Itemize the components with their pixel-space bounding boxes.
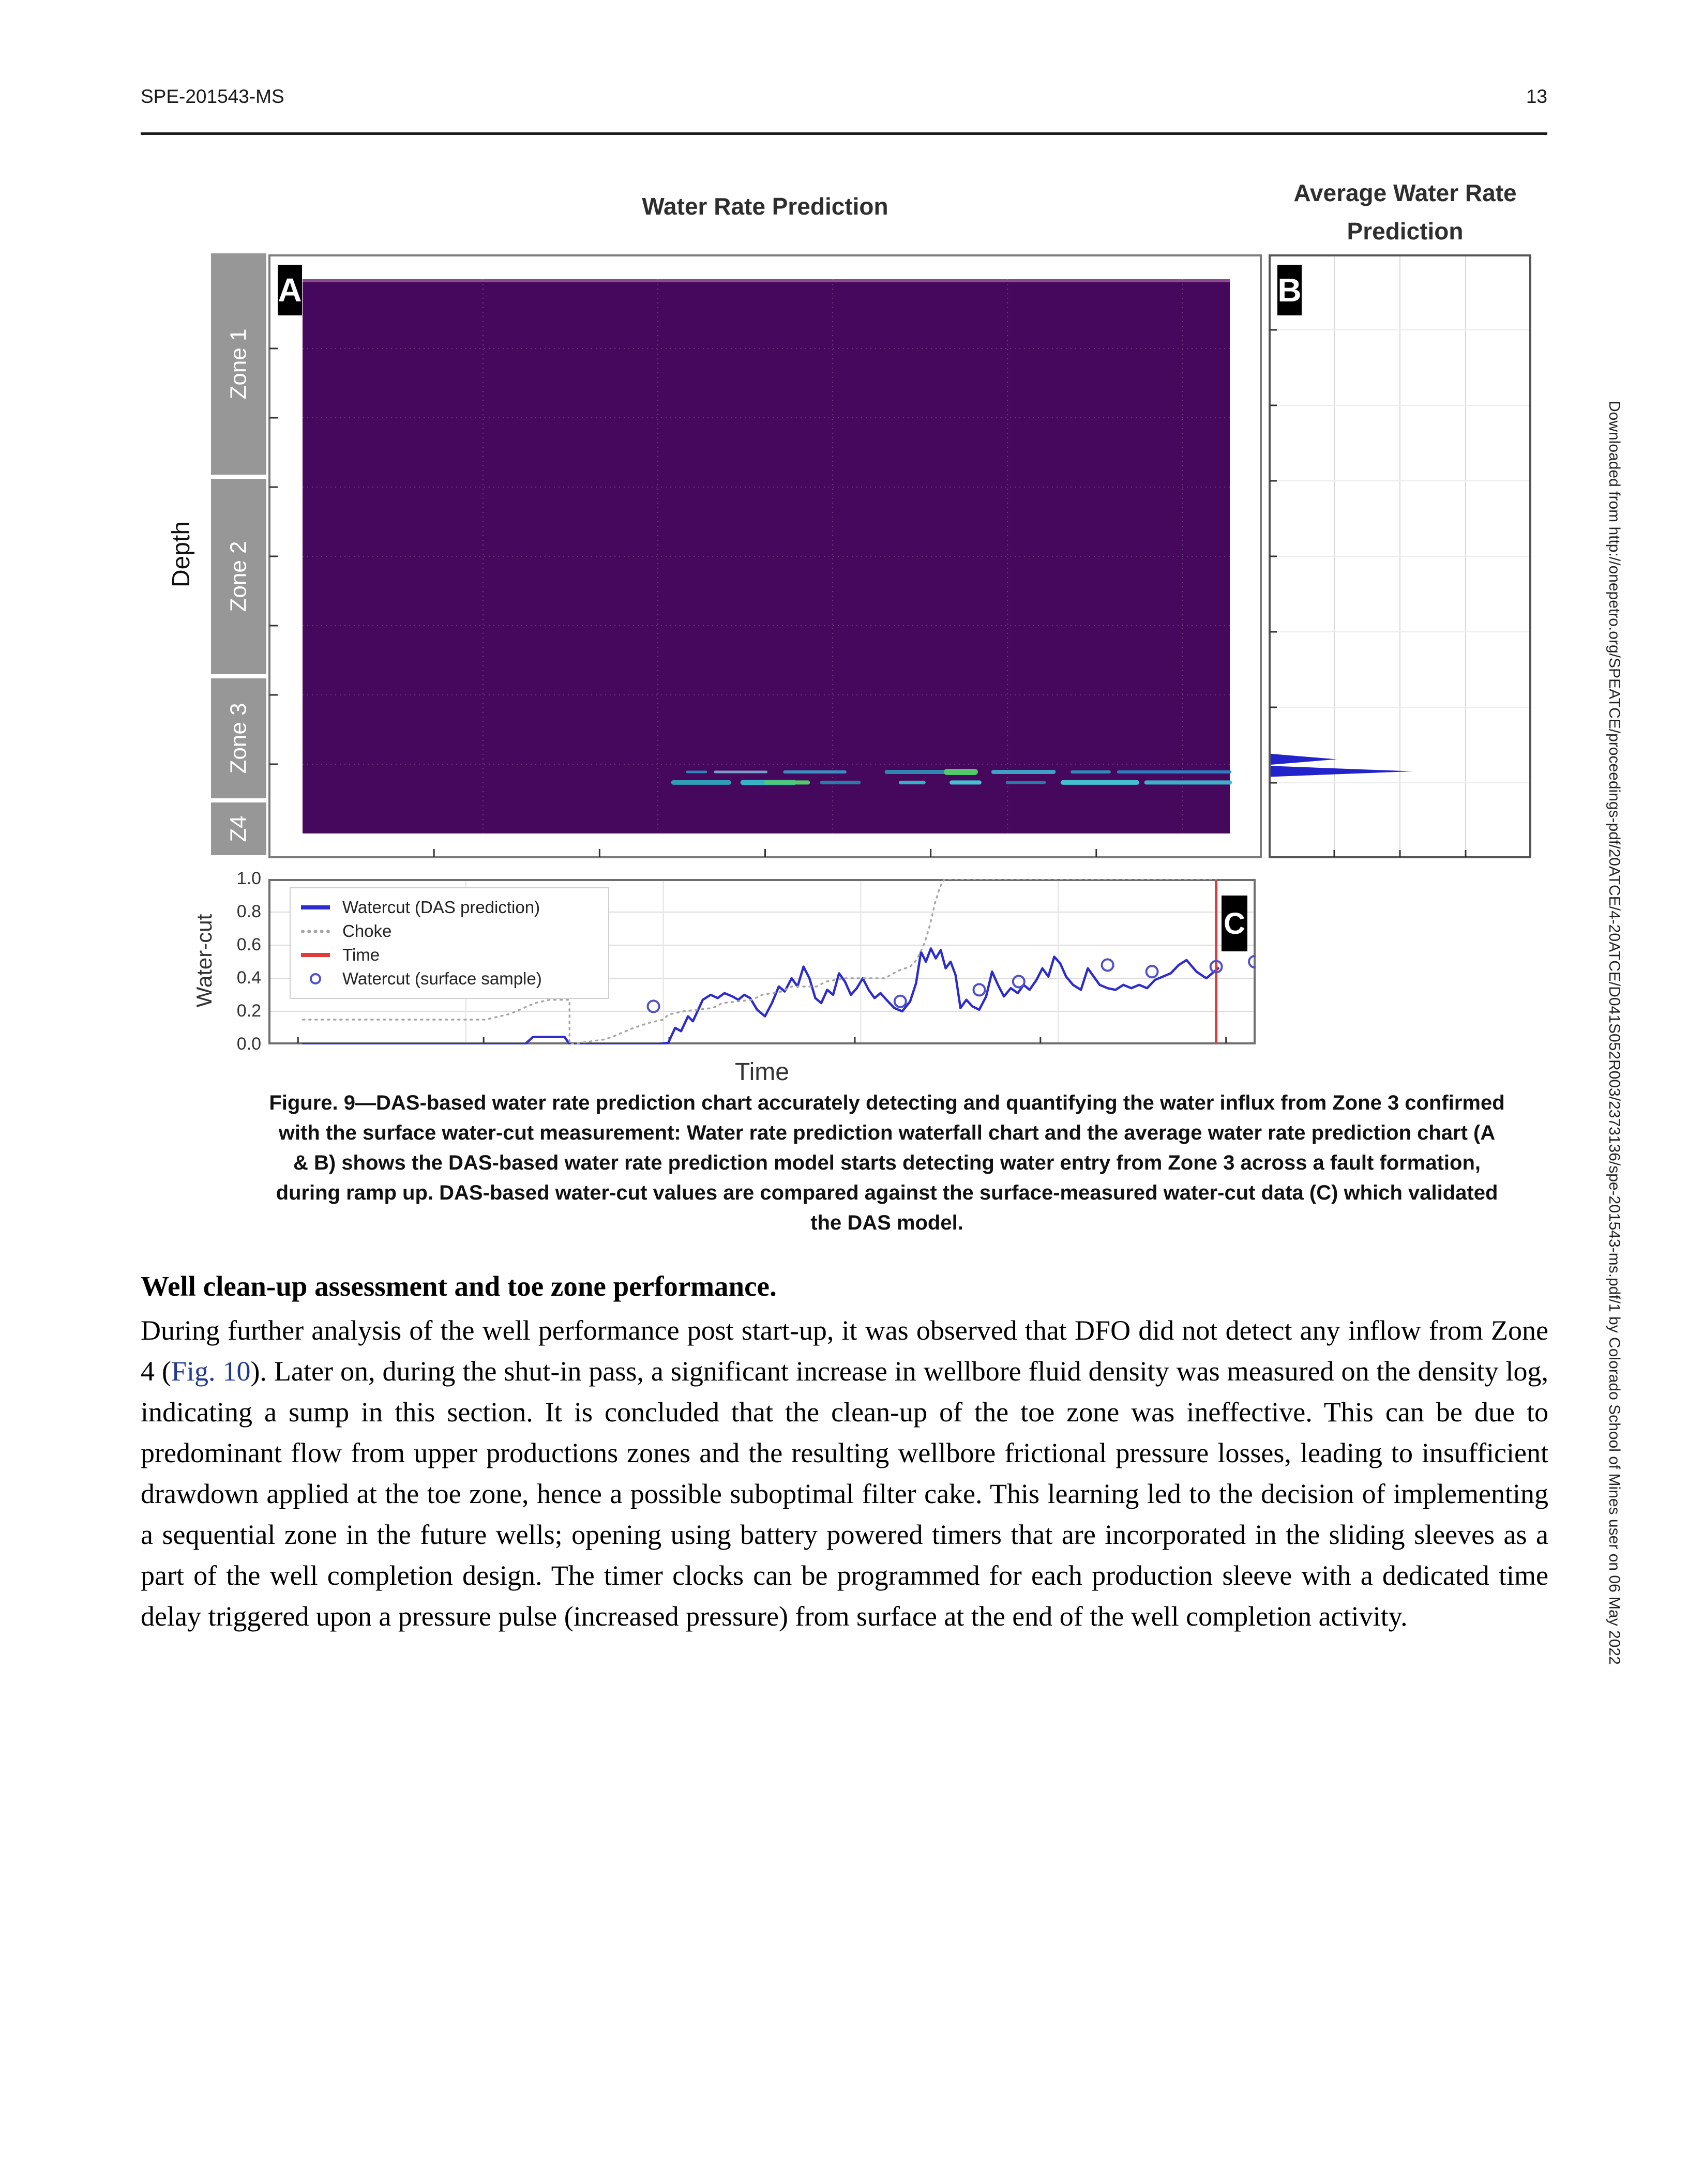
average-rate-chart-svg bbox=[1269, 254, 1531, 858]
ytick-0.4: 0.4 bbox=[236, 968, 261, 988]
ytick-0.8: 0.8 bbox=[236, 902, 261, 921]
ytick-0.0: 0.0 bbox=[236, 1034, 261, 1054]
depth-axis-label: Depth bbox=[167, 521, 195, 588]
legend-item-das: Watercut (DAS prediction) bbox=[301, 896, 598, 919]
header-rule bbox=[141, 132, 1547, 135]
legend-item-choke: Choke bbox=[301, 919, 598, 943]
zone-band-4 bbox=[211, 802, 266, 855]
waterfall-chart-svg bbox=[268, 254, 1262, 858]
legend-item-time: Time bbox=[301, 943, 598, 967]
ytick-0.2: 0.2 bbox=[236, 1001, 261, 1021]
panel-a-title: Water Rate Prediction bbox=[642, 193, 888, 220]
download-provenance-note: Downloaded from http://onepetro.org/SPEATCE/proceedings-pdf/20ATCE/4-20ATCE/D041S052R003/2373136/spe-201543-ms.pdf/1 by Colorado School of Mines user on 06 May 2022 bbox=[1606, 401, 1623, 1665]
panel-a-badge: A bbox=[278, 265, 302, 315]
header-page-number: 13 bbox=[1526, 86, 1547, 107]
circle-marker-swatch-icon bbox=[301, 973, 330, 984]
zone-4-label: Z4 bbox=[225, 815, 251, 842]
zone-1-label: Zone 1 bbox=[225, 328, 251, 400]
chart-legend bbox=[290, 887, 609, 999]
zone-band-3 bbox=[211, 678, 266, 798]
time-axis-label: Time bbox=[735, 1058, 789, 1086]
panel-b-title-line2: Prediction bbox=[1347, 218, 1464, 245]
legend-item-surface-sample: Watercut (surface sample) bbox=[301, 967, 598, 991]
zone-band-2 bbox=[211, 479, 266, 674]
zone-3-label: Zone 3 bbox=[225, 703, 251, 774]
fig-10-link[interactable]: Fig. 10 bbox=[171, 1356, 251, 1387]
panel-b-title bbox=[1248, 174, 1562, 250]
watercut-axis-label: Water-cut bbox=[192, 914, 216, 1008]
dotted-line-swatch-icon bbox=[301, 930, 330, 933]
zone-2-label: Zone 2 bbox=[225, 541, 251, 612]
paragraph-text-after: ). Later on, during the shut-in pass, a significant increase in wellbore fluid density was measured on the density log, indicating a sump in this section. It is concluded that the clean-up of the toe zone was ineffective. This can be due to predominant flow from upper productions zones and the resulting wellbore frictional pressure losses, leading to insufficient drawdown applied at the toe zone, hence a possible suboptimal filter cake. This learning led to the decision of implementing a sequential zone in the future wells; opening using battery powered timers that are incorporated in the sliding sleeves as a part of the well completion design. The timer clocks can be programmed for each production sleeve with a dedicated time delay triggered upon a pressure pulse (increased pressure) from surface at the end of the well completion activity. bbox=[141, 1356, 1549, 1632]
average-rate-chart-panel-b bbox=[1269, 254, 1531, 858]
panel-c-badge: C bbox=[1222, 896, 1247, 951]
body-paragraph bbox=[141, 1310, 1548, 1637]
waterfall-chart-panel-a bbox=[268, 254, 1262, 858]
zone-band-1 bbox=[211, 253, 266, 475]
blue-line-swatch-icon bbox=[301, 905, 330, 909]
panel-b-title-line1: Average Water Rate bbox=[1293, 179, 1517, 206]
red-line-swatch-icon bbox=[301, 953, 330, 957]
ytick-0.6: 0.6 bbox=[236, 935, 261, 954]
figure-caption: Figure. 9—DAS-based water rate prediction chart accurately detecting and quantifying the water influx from Zone 3 confirmed with the surface water-cut measurement: Water rate prediction waterfall chart and the average water rate prediction chart (A & B) shows the DAS-based water rate prediction model starts detecting water entry from Zone 3 across a fault formation, during ramp up. DAS-based water-cut values are compared against the surface-measured water-cut data (C) which validated the DAS model. bbox=[269, 1091, 1505, 1234]
panel-b-badge: B bbox=[1277, 265, 1302, 315]
ytick-1.0: 1.0 bbox=[236, 869, 261, 888]
header-paper-id: SPE-201543-MS bbox=[141, 86, 284, 107]
section-heading: Well clean-up assessment and toe zone performance. bbox=[141, 1270, 777, 1302]
paragraph-text-before: During further analysis of the well performance post start-up, it was observed that DFO did not detect any inflow from Zone 4 ( bbox=[141, 1315, 1548, 1387]
